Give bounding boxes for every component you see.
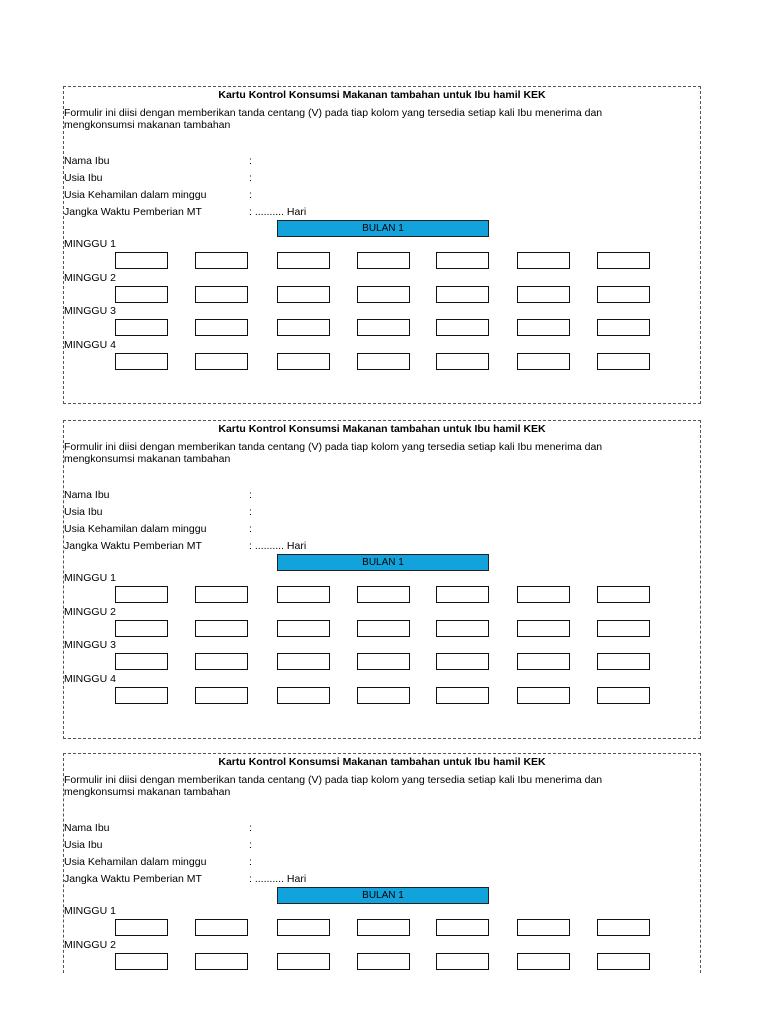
- checkbox-cell[interactable]: [357, 919, 410, 936]
- checkbox-cell[interactable]: [517, 653, 570, 670]
- checkbox-cell[interactable]: [597, 620, 650, 637]
- checkbox-cell[interactable]: [597, 252, 650, 269]
- checkbox-cell[interactable]: [517, 353, 570, 370]
- field-label: Usia Ibu: [64, 506, 103, 518]
- checkbox-cell[interactable]: [517, 919, 570, 936]
- checkbox-cell[interactable]: [597, 586, 650, 603]
- checkbox-cell[interactable]: [517, 586, 570, 603]
- checkbox-cell[interactable]: [195, 319, 248, 336]
- field-label: Jangka Waktu Pemberian MT: [64, 206, 202, 218]
- field-label: Jangka Waktu Pemberian MT: [64, 873, 202, 885]
- checkbox-cell[interactable]: [517, 620, 570, 637]
- checkbox-cell[interactable]: [517, 687, 570, 704]
- field-colon: :: [249, 506, 252, 518]
- week-label: MINGGU 4: [64, 673, 116, 685]
- month-header: BULAN 1: [277, 554, 489, 571]
- checkbox-cell[interactable]: [436, 653, 489, 670]
- checkbox-cell[interactable]: [277, 653, 330, 670]
- checkbox-cell[interactable]: [195, 286, 248, 303]
- checkbox-cell[interactable]: [115, 319, 168, 336]
- control-card: [63, 753, 701, 973]
- week-label: MINGGU 1: [64, 238, 116, 250]
- checkbox-cell[interactable]: [357, 620, 410, 637]
- checkbox-cell[interactable]: [115, 586, 168, 603]
- checkbox-cell[interactable]: [277, 353, 330, 370]
- card-title: Kartu Kontrol Konsumsi Makanan tambahan untuk Ibu hamil KEK: [218, 756, 546, 768]
- week-label: MINGGU 2: [64, 272, 116, 284]
- checkbox-cell[interactable]: [115, 620, 168, 637]
- week-label: MINGGU 4: [64, 339, 116, 351]
- checkbox-cell[interactable]: [277, 953, 330, 970]
- checkbox-cell[interactable]: [115, 687, 168, 704]
- checkbox-cell[interactable]: [436, 919, 489, 936]
- field-colon: :: [249, 839, 252, 851]
- checkbox-cell[interactable]: [277, 586, 330, 603]
- checkbox-cell[interactable]: [357, 653, 410, 670]
- checkbox-cell[interactable]: [436, 286, 489, 303]
- week-label: MINGGU 3: [64, 305, 116, 317]
- field-colon: :: [249, 189, 252, 201]
- field-label: Nama Ibu: [64, 489, 110, 501]
- checkbox-cell[interactable]: [436, 319, 489, 336]
- field-colon: :: [249, 489, 252, 501]
- month-header: BULAN 1: [277, 220, 489, 237]
- week-label: MINGGU 3: [64, 639, 116, 651]
- checkbox-cell[interactable]: [597, 319, 650, 336]
- checkbox-cell[interactable]: [115, 653, 168, 670]
- checkbox-cell[interactable]: [115, 353, 168, 370]
- month-header: BULAN 1: [277, 887, 489, 904]
- checkbox-cell[interactable]: [597, 919, 650, 936]
- checkbox-cell[interactable]: [357, 687, 410, 704]
- checkbox-cell[interactable]: [277, 252, 330, 269]
- field-colon: :: [249, 822, 252, 834]
- field-label: Nama Ibu: [64, 155, 110, 167]
- checkbox-cell[interactable]: [277, 919, 330, 936]
- field-colon: :: [249, 856, 252, 868]
- checkbox-cell[interactable]: [195, 953, 248, 970]
- checkbox-cell[interactable]: [277, 620, 330, 637]
- card-title: Kartu Kontrol Konsumsi Makanan tambahan untuk Ibu hamil KEK: [218, 89, 546, 101]
- week-label: MINGGU 2: [64, 939, 116, 951]
- field-label: Jangka Waktu Pemberian MT: [64, 540, 202, 552]
- checkbox-cell[interactable]: [517, 252, 570, 269]
- field-colon: :: [249, 523, 252, 535]
- checkbox-cell[interactable]: [357, 286, 410, 303]
- checkbox-cell[interactable]: [357, 586, 410, 603]
- field-label: Usia Kehamilan dalam minggu: [64, 523, 207, 535]
- checkbox-cell[interactable]: [436, 953, 489, 970]
- checkbox-cell[interactable]: [436, 620, 489, 637]
- week-label: MINGGU 1: [64, 905, 116, 917]
- field-colon: :: [249, 155, 252, 167]
- field-label: Usia Ibu: [64, 172, 103, 184]
- card-title: Kartu Kontrol Konsumsi Makanan tambahan untuk Ibu hamil KEK: [218, 423, 546, 435]
- field-label: Usia Kehamilan dalam minggu: [64, 856, 207, 868]
- instruction-text: Formulir ini diisi dengan memberikan tanda centang (V) pada tiap kolom yang tersedia setiap kali Ibu menerima dan mengkonsumsi makanan tambahan: [64, 441, 603, 465]
- checkbox-cell[interactable]: [436, 353, 489, 370]
- duration-days-field[interactable]: : .......... Hari: [249, 873, 307, 885]
- checkbox-cell[interactable]: [195, 353, 248, 370]
- checkbox-cell[interactable]: [357, 353, 410, 370]
- checkbox-cell[interactable]: [115, 919, 168, 936]
- checkbox-cell[interactable]: [195, 919, 248, 936]
- checkbox-cell[interactable]: [195, 687, 248, 704]
- instruction-text: Formulir ini diisi dengan memberikan tanda centang (V) pada tiap kolom yang tersedia setiap kali Ibu menerima dan mengkonsumsi makanan tambahan: [64, 107, 603, 131]
- checkbox-cell[interactable]: [517, 953, 570, 970]
- checkbox-cell[interactable]: [597, 653, 650, 670]
- checkbox-cell[interactable]: [597, 353, 650, 370]
- checkbox-cell[interactable]: [436, 586, 489, 603]
- instruction-text: Formulir ini diisi dengan memberikan tanda centang (V) pada tiap kolom yang tersedia setiap kali Ibu menerima dan mengkonsumsi makanan tambahan: [64, 774, 603, 798]
- checkbox-cell[interactable]: [517, 319, 570, 336]
- duration-days-field[interactable]: : .......... Hari: [249, 540, 307, 552]
- checkbox-cell[interactable]: [195, 586, 248, 603]
- checkbox-cell[interactable]: [517, 286, 570, 303]
- checkbox-cell[interactable]: [115, 252, 168, 269]
- week-label: MINGGU 1: [64, 572, 116, 584]
- field-colon: :: [249, 172, 252, 184]
- duration-days-field[interactable]: : .......... Hari: [249, 206, 307, 218]
- checkbox-cell[interactable]: [597, 286, 650, 303]
- field-label: Usia Kehamilan dalam minggu: [64, 189, 207, 201]
- checkbox-cell[interactable]: [357, 252, 410, 269]
- checkbox-cell[interactable]: [277, 319, 330, 336]
- checkbox-cell[interactable]: [597, 687, 650, 704]
- checkbox-cell[interactable]: [195, 252, 248, 269]
- checkbox-cell[interactable]: [195, 620, 248, 637]
- control-card: [63, 86, 701, 404]
- field-label: Nama Ibu: [64, 822, 110, 834]
- checkbox-cell[interactable]: [277, 286, 330, 303]
- checkbox-cell[interactable]: [277, 687, 330, 704]
- checkbox-cell[interactable]: [195, 653, 248, 670]
- field-label: Usia Ibu: [64, 839, 103, 851]
- checkbox-cell[interactable]: [115, 286, 168, 303]
- week-label: MINGGU 2: [64, 606, 116, 618]
- checkbox-cell[interactable]: [357, 319, 410, 336]
- checkbox-cell[interactable]: [357, 953, 410, 970]
- control-card: [63, 420, 701, 739]
- checkbox-cell[interactable]: [597, 953, 650, 970]
- checkbox-cell[interactable]: [436, 252, 489, 269]
- checkbox-cell[interactable]: [436, 687, 489, 704]
- checkbox-cell[interactable]: [115, 953, 168, 970]
